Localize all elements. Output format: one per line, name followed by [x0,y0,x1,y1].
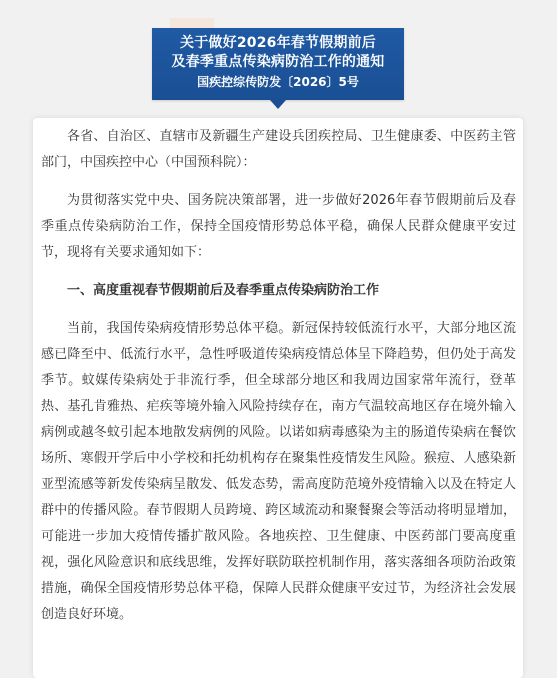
section-1-paragraph: 当前，我国传染病疫情形势总体平稳。新冠保持较低流行水平，大部分地区流感已降至中、低流行水平，急性呼吸道传染病疫情总体呈下降趋势，但仍处于高发季节。蚊媒传染病处于非流行季，但全球部分地区和我周边国家常年流行，登革热、基孔肯雅热、疟疾等境外输入风险持续存在，南方气温较高地区存在境外输入病例或越冬蚊引起本地散发病例的风险。以诺如病毒感染为主的肠道传染病在餐饮场所、寒假开学后中小学校和托幼机构存在聚集性疫情发生风险。猴痘、人感染新亚型流感等新发传染病呈散发、低发态势，需高度防范境外疫情输入以及在特定人群中的传播风险。春节假期人员跨境、跨区域流动和聚餐聚会等活动将明显增加，可能进一步加大疫情传播扩散风险。各地疾控、卫生健康、中医药部门要高度重视，强化风险意识和底线思维，发挥好联防联控机制作用，落实落细各项防治政策措施，确保全国疫情形势总体平稳，保障人民群众健康平安过节，为经济社会发展创造良好环境。 [41,321,516,622]
notice-body [41,124,516,642]
document-number: 国疾控综传防发〔2026〕5号 [197,75,359,89]
section-1-heading: 一、高度重视春节假期前后及春季重点传染病防治工作 [67,283,380,298]
title-banner [152,28,404,100]
intro-paragraph: 为贯彻落实党中央、国务院决策部署，进一步做好2026年春节假期前后及春季重点传染病防治工作，保持全国疫情形势总体平稳，确保人民群众健康平安过节，现将有关要求通知如下： [41,193,516,260]
banner-pointer [270,100,286,109]
notice-title-line-2: 及春季重点传染病防治工作的通知 [171,54,385,70]
addressees-paragraph: 各省、自治区、直辖市及新疆生产建设兵团疾控局、卫生健康委、中医药主管部门，中国疾控中心（中国预科院）： [41,129,516,170]
notice-title-line-1: 关于做好2026年春节假期前后 [180,35,376,51]
